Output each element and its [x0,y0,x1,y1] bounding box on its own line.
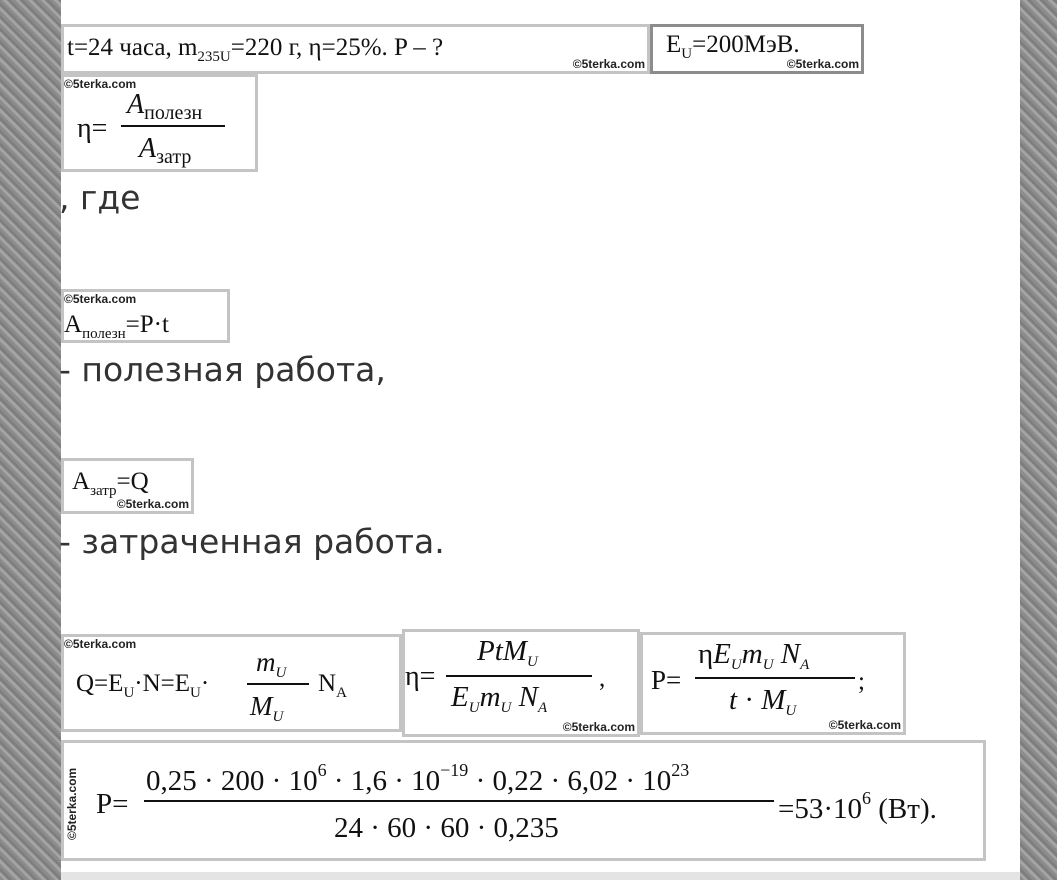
heat-avogadro: $N_A$ [318,670,347,701]
heat-denominator: $M_U$ [250,691,284,725]
eta-numerator: PtM$_U$ [477,635,538,670]
given-box [61,24,650,74]
spent-work-box [61,458,194,514]
watermark: ©5terka.com [828,718,901,732]
power-tail: ; [858,668,865,695]
fraction-line [446,675,592,677]
heat-formula-box [61,634,402,732]
calc-denominator: 24 · 60 · 60 · 0,235 [334,812,559,844]
fraction-line [247,683,309,685]
power-denominator: $t \cdot M_U$ [729,684,797,719]
fraction-line [121,125,225,127]
watermark: ©5terka.com [64,292,137,306]
watermark: ©5terka.com [64,77,137,91]
efficiency-denominator: $A_{затр}$ [139,133,192,168]
heat-lhs: $Q=E_U\cdot N=E_U\cdot$ [76,670,210,701]
power-numerator: $\eta E_Um_U$ $N_A$ [698,638,810,673]
eta-lhs: η= [405,661,436,692]
where-text: , где [59,178,141,217]
watermark: ©5terka.com [786,57,859,71]
fraction-line [695,677,855,679]
heat-numerator: $m_U$ [256,647,287,681]
watermark: ©5terka.com [65,767,79,840]
calculation-box [61,740,986,861]
useful-work-box [61,289,230,343]
eta-tail: , [599,665,606,692]
background-right [1020,0,1057,880]
energy-text: $E_U=200МэВ$. [666,31,800,62]
efficiency-box [61,74,258,172]
energy-box [650,24,864,74]
eta-denominator: $E_Um_U$ $N_A$ [451,681,548,716]
calc-result: $=53\cdot 10^6$ (Вт). [778,788,937,825]
efficiency-lhs: η= [77,113,108,144]
spent-work-text: - затраченная работа. [59,522,445,561]
watermark: ©5terka.com [64,637,137,651]
power-formula-box [640,632,906,735]
eta-formula-box [402,629,640,737]
watermark: ©5terka.com [116,497,189,511]
useful-work-text: - полезная работа, [59,350,386,389]
given-text: t=24 часа, $m_{235U}=220$ г, η=25%. P – ? [67,34,444,65]
watermark: ©5terka.com [562,720,635,734]
calc-numerator: $0,25 \cdot 200 \cdot 10^6 \cdot 1,6 \cdot 10^{-19} \cdot 0,22 \cdot 6,02 \cdot 10^{23}$ [146,760,690,797]
calc-lhs: P= [96,788,129,820]
efficiency-numerator: $A_{полезн}$ [127,89,203,124]
watermark: ©5terka.com [572,57,645,71]
background-left [0,0,61,880]
page-footer-bar [61,872,1020,880]
spent-work-formula: $A_{затр}=Q$ [72,468,149,499]
useful-work-formula: $A_{полезн}=P\cdot t$ [64,311,169,342]
power-lhs: P= [651,665,682,695]
fraction-line [144,800,774,802]
